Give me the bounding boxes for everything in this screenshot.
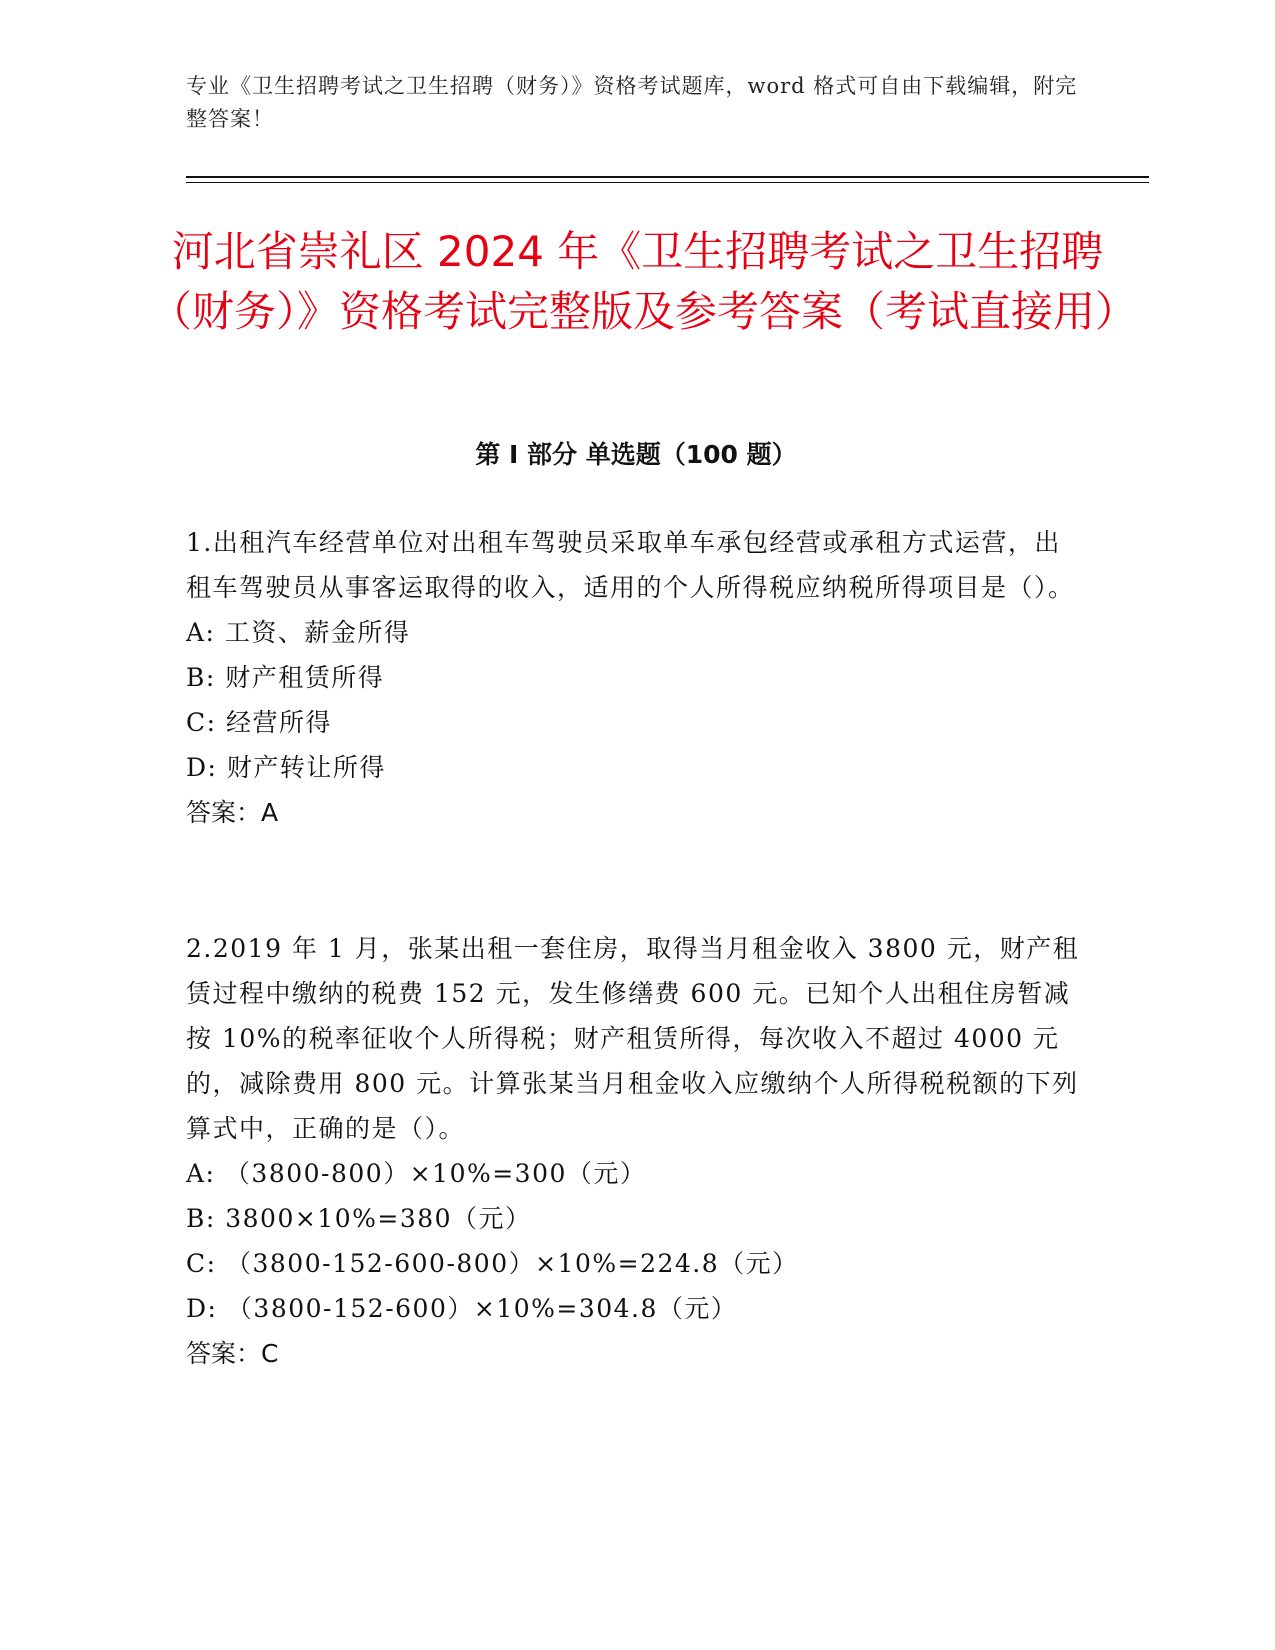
option-c: C: （3800-152-600-800）×10%=224.8（元） — [186, 1249, 799, 1278]
option-b: B: 财产租赁所得 — [186, 663, 385, 692]
option-d: D: 财产转让所得 — [186, 753, 386, 782]
question-stem: 1.出租汽车经营单位对出租车驾驶员采取单车承包经营或承租方式运营，出租车驾驶员从事客运取得的收入，适用的个人所得税应纳税所得项目是（）。 — [186, 528, 1075, 602]
option-a: A: （3800-800）×10%=300（元） — [186, 1159, 647, 1188]
header-divider-thin — [186, 182, 1149, 183]
answer: 答案：A — [186, 798, 279, 827]
option-b: B: 3800×10%=380（元） — [186, 1204, 532, 1233]
option-c: C: 经营所得 — [186, 708, 332, 737]
question-1 — [186, 520, 1086, 835]
answer: 答案：C — [186, 1339, 279, 1368]
option-d: D: （3800-152-600）×10%=304.8（元） — [186, 1294, 738, 1323]
header-note: 专业《卫生招聘考试之卫生招聘（财务）》资格考试题库，word 格式可自由下载编辑，附完整答案！ — [186, 74, 1078, 131]
question-2 — [186, 926, 1086, 1376]
header-divider-thick — [186, 176, 1149, 178]
question-stem: 2.2019 年 1 月，张某出租一套住房，取得当月租金收入 3800 元，财产租赁过程中缴纳的税费 152 元，发生修缮费 600 元。已知个人出租住房暂减按 10%的税率征收个人所得税；财产租赁所得，每次收入不超过 4000 元的，减除费用 800 元。计算张某当月租金收入应缴纳个人所得税税额的下列算式中，正确的是（）。 — [186, 934, 1080, 1143]
document-title: 河北省崇礼区 2024 年《卫生招聘考试之卫生招聘（财务）》资格考试完整版及参考答案（考试直接用） — [150, 227, 1138, 336]
option-a: A: 工资、薪金所得 — [186, 618, 411, 647]
section-title: 第 I 部分 单选题（100 题） — [475, 440, 797, 469]
